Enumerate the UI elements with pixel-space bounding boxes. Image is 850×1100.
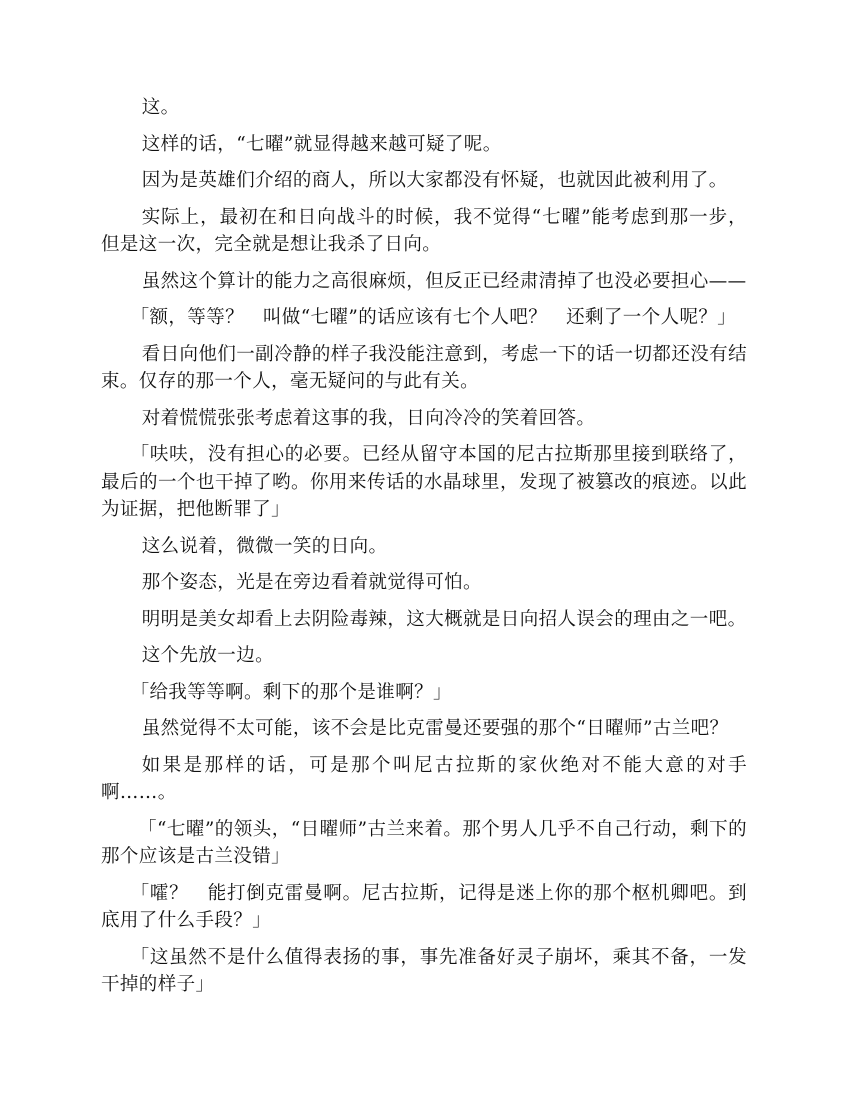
- paragraph: 看日向他们一副冷静的样子我没能注意到，考虑一下的话一切都还没有结束。仅存的那一个人，毫无疑问的与此有关。: [101, 343, 747, 392]
- dialogue-paragraph: 「额，等等？ 叫做“七曜”的话应该有七个人吧？ 还剩了一个人呢？」: [130, 307, 737, 328]
- paragraph: 虽然觉得不太可能，该不会是比克雷曼还要强的那个“日曜师”古兰吧？: [141, 718, 729, 739]
- paragraph: 这个先放一边。: [141, 645, 274, 666]
- paragraph: 因为是英雄们介绍的商人，所以大家都没有怀疑，也就因此被利用了。: [141, 170, 728, 191]
- dialogue-paragraph: 「给我等等啊。剩下的那个是谁啊？」: [130, 681, 452, 703]
- paragraph: 虽然这个算计的能力之高很麻烦，但反正已经肃清掉了也没必要担心——: [141, 270, 747, 292]
- dialogue-paragraph: 「嚯？ 能打倒克雷曼啊。尼古拉斯，记得是迷上你的那个枢机卿吧。到底用了什么手段？」: [101, 882, 747, 931]
- dialogue-paragraph: 「这虽然不是什么值得表扬的事，事先准备好灵子崩坏，乘其不备，一发干掉的样子」: [101, 946, 747, 995]
- document-body: [101, 94, 747, 1008]
- dialogue-paragraph: 「呋呋，没有担心的必要。已经从留守本国的尼古拉斯那里接到联络了，最后的一个也干掉了哟。你用来传话的水晶球里，发现了被篡改的痕迹。以此为证据，把他断罪了」: [101, 444, 747, 520]
- paragraph: 对着慌慌张张考虑着这事的我，日向冷冷的笑着回答。: [141, 407, 596, 429]
- paragraph: 如果是那样的话，可是那个叫尼古拉斯的家伙绝对不能大意的对手啊……。: [101, 754, 747, 803]
- paragraph: 实际上，最初在和日向战斗的时候，我不觉得“七曜”能考虑到那一步，但是这一次，完全就是想让我杀了日向。: [101, 206, 747, 255]
- paragraph: 明明是美女却看上去阴险毒辣，这大概就是日向招人误会的理由之一吧。: [141, 608, 747, 630]
- paragraph: 这。: [141, 97, 180, 118]
- dialogue-paragraph: 「“七曜”的领头，“日曜师”古兰来着。那个男人几乎不自己行动，剩下的那个应该是古兰没错」: [101, 818, 747, 867]
- paragraph: 这么说着，微微一笑的日向。: [141, 535, 388, 557]
- paragraph: 那个姿态，光是在旁边看着就觉得可怕。: [141, 572, 482, 593]
- paragraph: 这样的话，“七曜”就显得越来越可疑了呢。: [141, 133, 502, 155]
